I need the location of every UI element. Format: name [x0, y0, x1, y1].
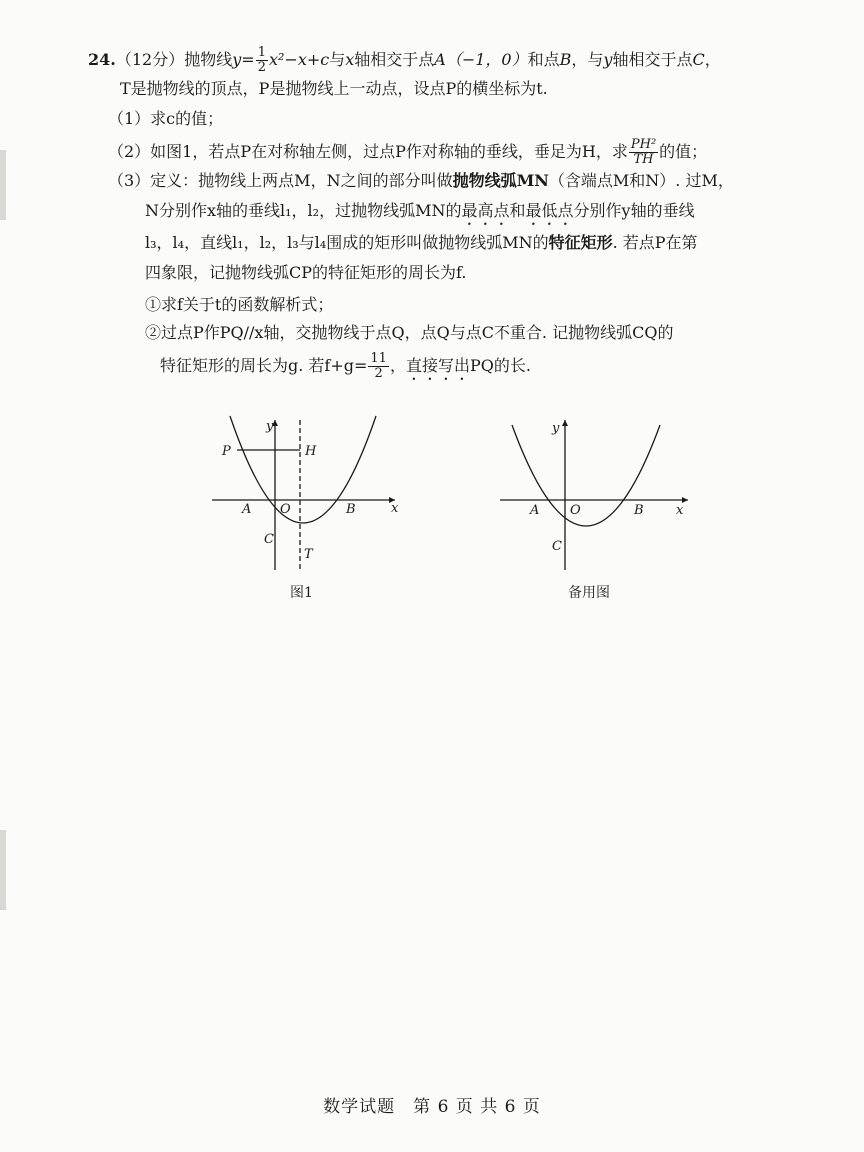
question-line-2: T是抛物线的顶点，P是抛物线上一动点，设点P的横坐标为t. — [120, 79, 548, 98]
text: 的值； — [659, 142, 708, 161]
text: 与 — [329, 50, 346, 69]
text: 轴相交于点 — [354, 50, 435, 69]
figure-1 — [200, 410, 410, 584]
text: ， — [389, 356, 406, 375]
label-b: B — [634, 503, 644, 518]
figure-2-caption: 备用图 — [568, 585, 610, 601]
term-arc: 抛物线弧MN — [452, 171, 549, 190]
point-a: A（−1，0） — [434, 50, 528, 69]
sub-question-2-line-2 — [160, 352, 531, 384]
text: 和 — [509, 201, 526, 220]
sub-question-2-line-1: ②过点P作PQ//x轴，交抛物线于点Q，点Q与点C不重合. 记抛物线弧CQ的 — [145, 323, 674, 342]
fraction-denominator: 2 — [257, 60, 266, 75]
emphasis-lowest: 最低点 — [525, 201, 574, 220]
part-3-line-1 — [108, 170, 734, 192]
part-2 — [108, 138, 707, 167]
part-1: （1）求c的值； — [108, 109, 224, 128]
scan-shadow — [0, 150, 6, 220]
point-b: B — [559, 50, 572, 69]
label-a: A — [530, 503, 540, 518]
fraction-half — [256, 46, 268, 75]
math-var: x — [345, 50, 355, 69]
text: . 若点P在第 — [612, 233, 698, 252]
text: （3）定义：抛物线上两点M，N之间的部分叫做 — [108, 171, 453, 190]
text: 分别作y轴的垂线 — [573, 201, 695, 220]
label-b: B — [346, 502, 356, 517]
text: N分别作x轴的垂线l₁，l₂，过抛物线弧MN的 — [145, 201, 462, 220]
fraction-numerator: PH² — [630, 137, 657, 152]
label-a: A — [242, 502, 252, 517]
question-intro-line — [88, 46, 721, 75]
label-p: P — [222, 444, 231, 459]
label-y: y — [552, 421, 560, 436]
label-o: O — [570, 503, 581, 518]
fraction-denominator: TH — [633, 152, 654, 167]
term-feature-rect: 特征矩形 — [548, 233, 613, 252]
fraction-11-2 — [368, 352, 389, 381]
label-t: T — [304, 547, 313, 562]
emphasis-highest: 最高点 — [461, 201, 510, 220]
figure-2-graph — [490, 410, 700, 580]
label-h: H — [305, 444, 317, 459]
sub-question-1: ①求f关于t的函数解析式； — [145, 295, 334, 314]
label-x: x — [676, 503, 684, 518]
part-3-line-2 — [145, 200, 695, 229]
text: ，与 — [571, 50, 604, 69]
question-number: 24. — [88, 50, 116, 69]
text: PQ的长. — [469, 356, 531, 375]
figure-1-caption: 图1 — [290, 585, 313, 601]
y-axis-arrow-icon — [562, 420, 568, 426]
part-3-line-4: 四象限，记抛物线弧CP的特征矩形的周长为f. — [145, 263, 467, 282]
text: 抛物线 — [184, 50, 233, 69]
math-var: y — [232, 50, 242, 69]
fraction-ph-th — [629, 138, 658, 167]
label-c: C — [264, 532, 274, 547]
text: 和点 — [527, 50, 560, 69]
fraction-denominator: 2 — [374, 366, 383, 381]
label-x: x — [391, 501, 399, 516]
figure-1-graph — [200, 410, 410, 580]
text: l₃，l₄，直线l₁，l₂，l₃与l₄围成的矩形叫做抛物线弧MN的 — [145, 233, 549, 252]
question-score: （12分） — [115, 50, 185, 69]
fraction-numerator: 11 — [370, 351, 387, 366]
fraction-numerator: 1 — [257, 45, 266, 60]
part-3-line-3 — [145, 232, 698, 254]
text: ， — [704, 50, 721, 69]
point-c: C — [692, 50, 705, 69]
page-footer: 数学试题 第 6 页 共 6 页 — [323, 1097, 541, 1117]
text: （含端点M和N）. 过M， — [548, 171, 734, 190]
scan-shadow — [0, 830, 6, 910]
label-y: y — [266, 419, 274, 434]
math-var: y — [603, 50, 613, 69]
text: 特征矩形的周长为g. 若f+g= — [160, 356, 368, 375]
label-o: O — [280, 502, 291, 517]
equation: x²−x+c — [268, 50, 330, 69]
text: 轴相交于点 — [612, 50, 693, 69]
emphasis-directly: 直接写出 — [405, 356, 470, 375]
figure-2 — [490, 410, 700, 584]
label-c: C — [552, 539, 562, 554]
text: = — [241, 50, 255, 69]
text: （2）如图1，若点P在对称轴左侧，过点P作对称轴的垂线，垂足为H，求 — [108, 142, 628, 161]
